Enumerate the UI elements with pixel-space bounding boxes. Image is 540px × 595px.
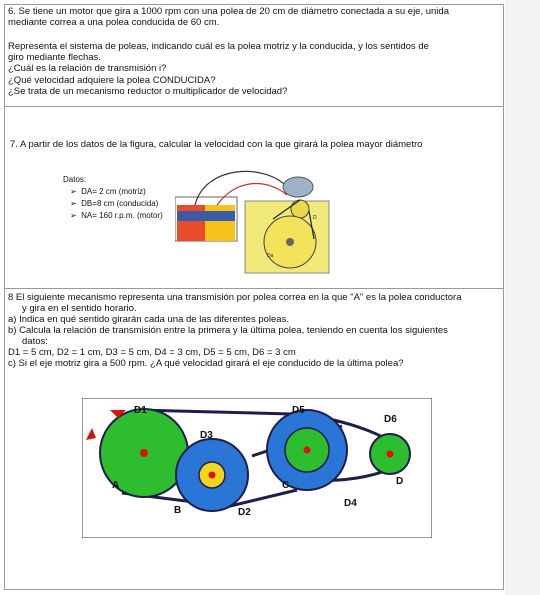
label-d: D — [396, 476, 404, 487]
label-da: D — [313, 215, 317, 221]
s8-line1: 8 El siguiente mecanismo representa una transmisión por polea correa en la que "A" es la polea conductora — [8, 292, 462, 303]
label-d6: D6 — [384, 414, 397, 425]
label-a: A — [112, 480, 120, 491]
motor-pulley-figure — [175, 165, 330, 275]
s7-title: 7. A partir de los datos de la figura, calcular la velocidad con la que girará la polea mayor diámetro — [10, 139, 423, 150]
s6-question-3: ¿Se trata de un mecanismo reductor o multiplicador de velocidad? — [8, 86, 288, 97]
s7-item-1 — [70, 187, 146, 197]
section-divider — [4, 106, 504, 107]
s7-item-text: NA= 160 r.p.m. (motor) — [81, 211, 163, 220]
label-d2: D2 — [238, 507, 251, 518]
pulley-d6-axle — [387, 451, 394, 458]
battery-yellow — [205, 205, 235, 241]
s6-line4: giro mediante flechas. — [8, 52, 101, 63]
large-pulley-hub — [286, 238, 294, 246]
s7-datos-label: Datos: — [63, 175, 87, 184]
bullet-icon: ➢ — [70, 187, 77, 196]
small-pulley — [291, 200, 309, 218]
s7-item-text: DA= 2 cm (motriz) — [81, 187, 146, 196]
pulley-d2-axle — [209, 472, 216, 479]
s6-question-2: ¿Qué velocidad adquiere la polea CONDUCIDA? — [8, 75, 216, 86]
bullet-icon: ➢ — [70, 211, 77, 220]
label-d5: D5 — [292, 405, 305, 416]
label-d1: D1 — [134, 405, 147, 416]
motor-body — [283, 177, 313, 197]
s8-item-c: c) Si el eje motriz gira a 500 rpm. ¿A qué velocidad girará el eje conducido de la última polea? — [8, 358, 404, 369]
label-c: C — [282, 480, 290, 491]
s7-item-text: DB=8 cm (conducida) — [81, 199, 159, 208]
label-b: B — [174, 505, 182, 516]
pulley-d1-axle — [140, 449, 148, 457]
right-gutter — [505, 0, 540, 595]
s6-line1: 6. Se tiene un motor que gira a 1000 rpm con una polea de 20 cm de diámetro conectada a su eje, unida — [8, 6, 449, 17]
pulley-d4-axle — [304, 447, 311, 454]
s8-data: D1 = 5 cm, D2 = 1 cm, D3 = 5 cm, D4 = 3 cm, D5 = 5 cm, D6 = 3 cm — [8, 347, 296, 358]
s8-item-b2: datos: — [22, 336, 48, 347]
s8-item-b1: b) Calcula la relación de transmisión entre la primera y la última polea, teniendo en cuenta los siguientes — [8, 325, 448, 336]
section-divider — [4, 288, 504, 289]
label-d3: D3 — [200, 430, 213, 441]
label-db: Da — [267, 253, 274, 259]
battery-band — [177, 211, 235, 221]
bullet-icon: ➢ — [70, 199, 77, 208]
s6-question-1: ¿Cuál es la relación de transmisión i? — [8, 63, 167, 74]
s6-line3: Representa el sistema de poleas, indicando cuál es la polea motriz y la conducida, y los sentidos de — [8, 41, 429, 52]
label-d4: D4 — [344, 498, 357, 509]
battery-red — [177, 205, 205, 241]
s6-line2: mediante correa a una polea conducida de 60 cm. — [8, 17, 220, 28]
s8-item-a: a) Indica en qué sentido girarán cada una de las diferentes poleas. — [8, 314, 289, 325]
belt-pulley-diagram — [82, 398, 432, 538]
s8-line2: y gira en el sentido horario. — [22, 303, 137, 314]
s7-item-3 — [70, 211, 163, 221]
s7-item-2 — [70, 199, 158, 209]
